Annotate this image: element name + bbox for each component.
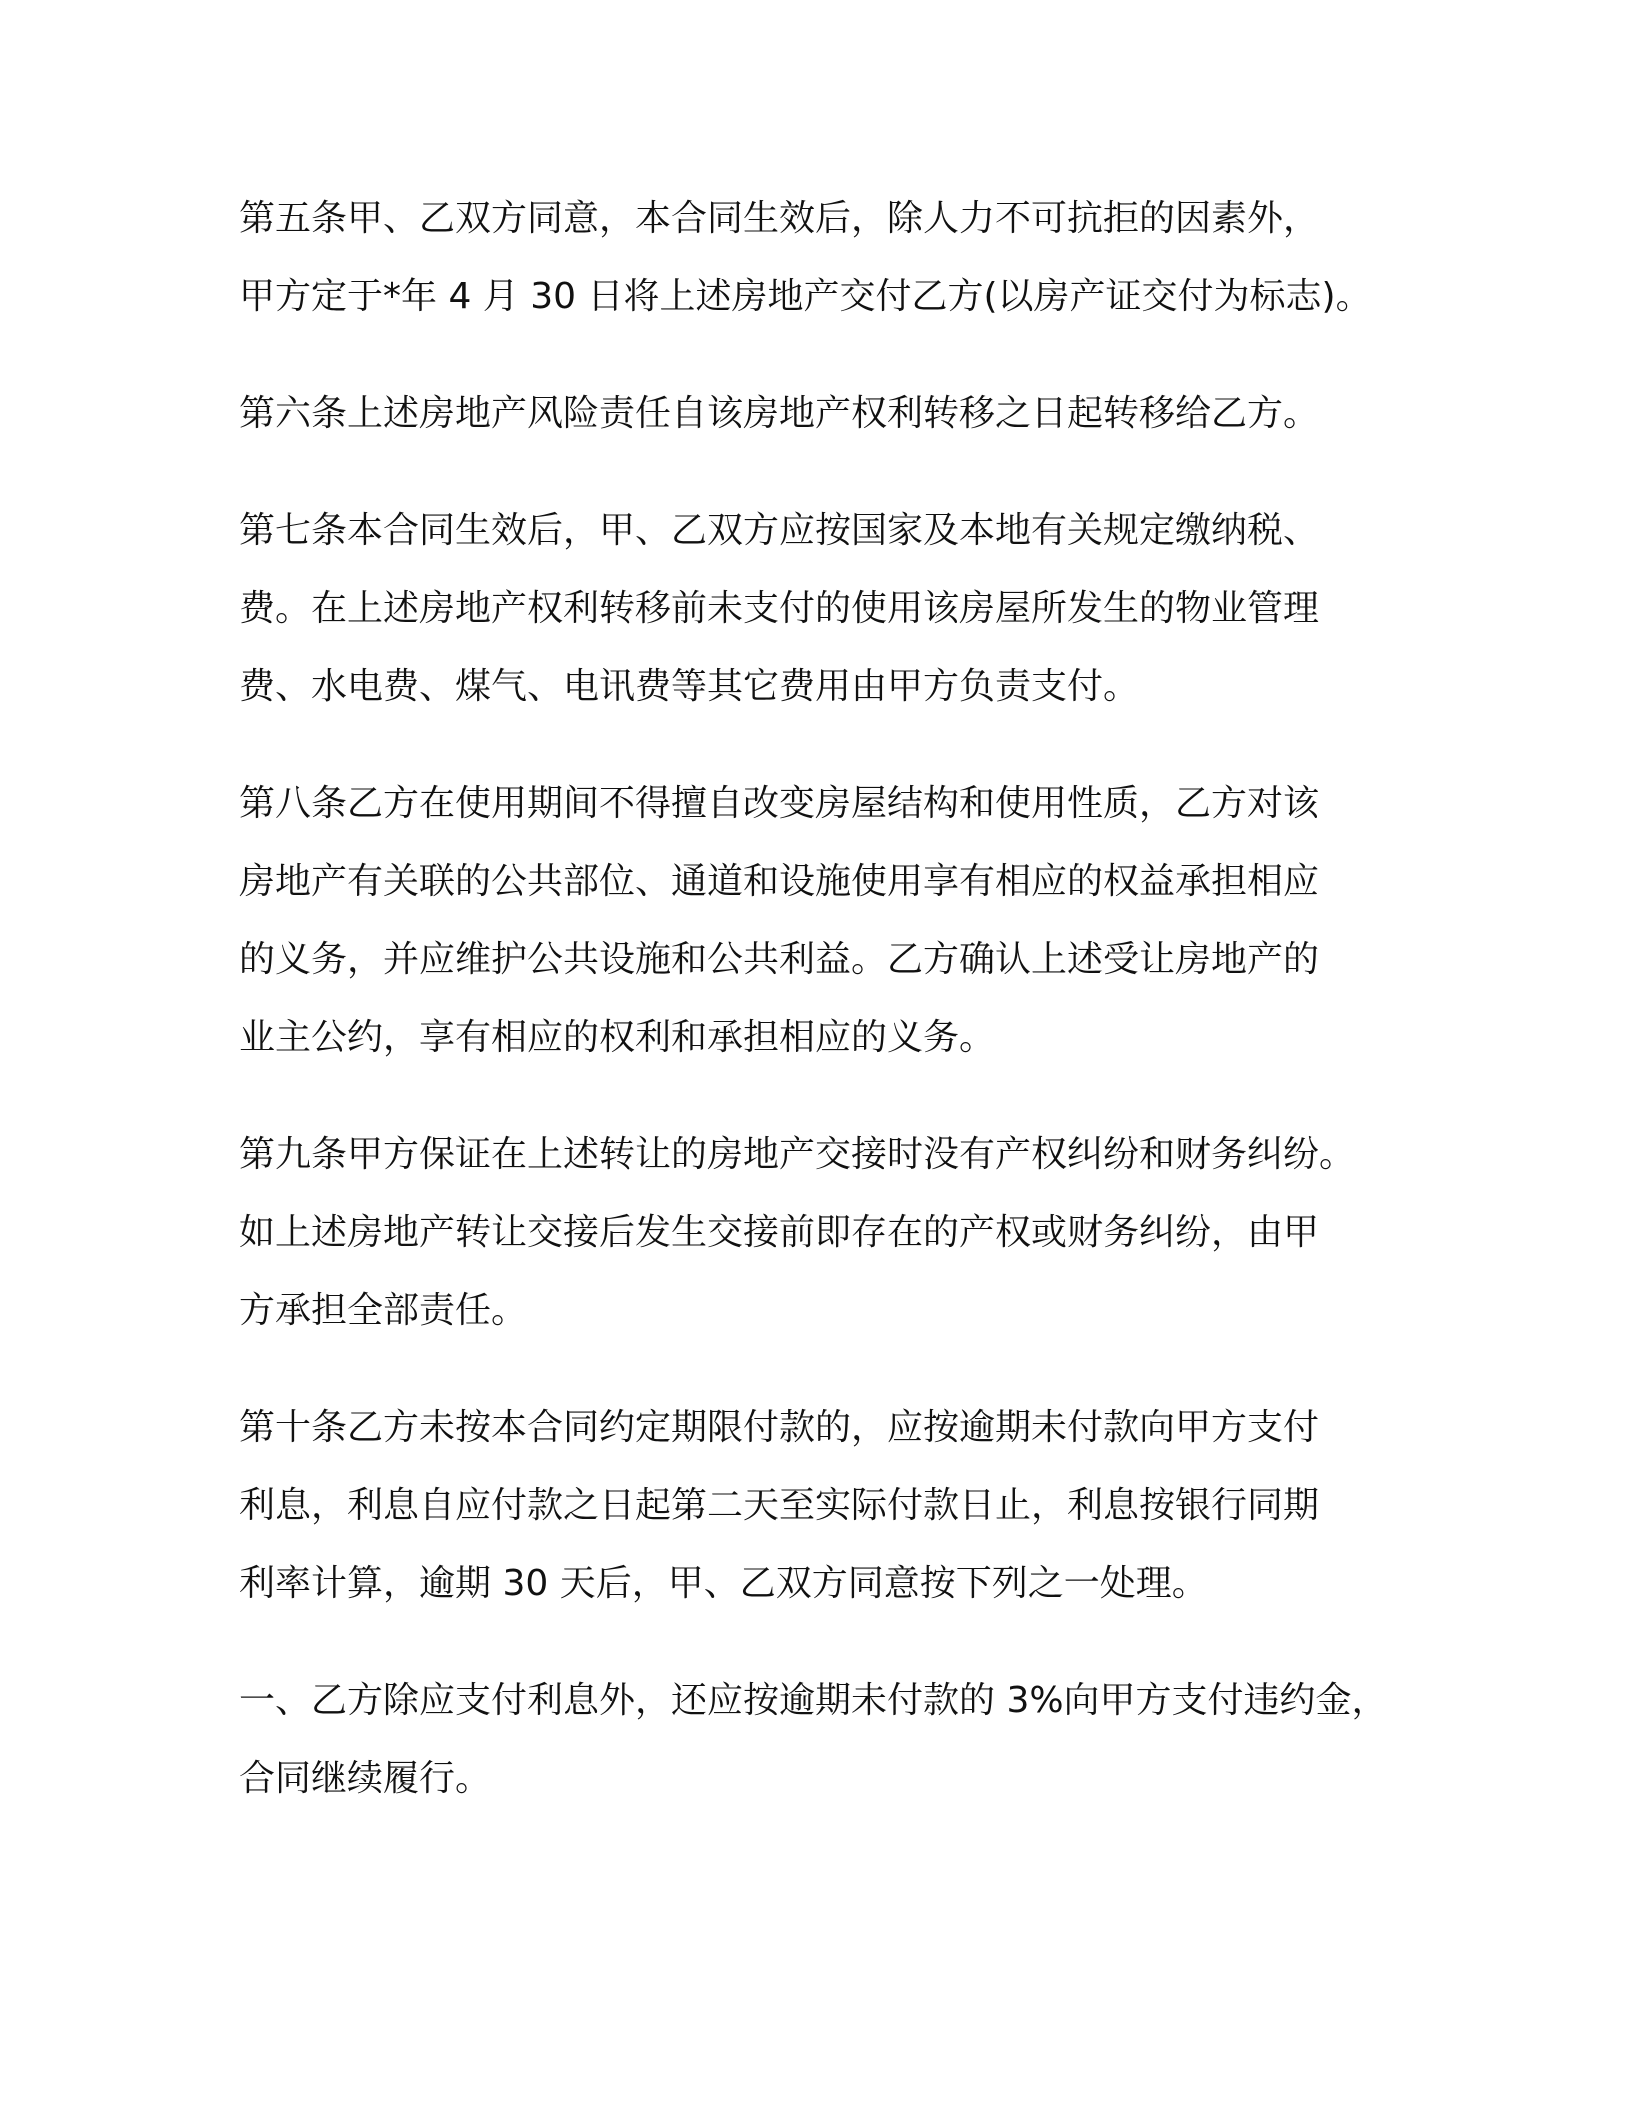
text-line: 第十条乙方未按本合同约定期限付款的，应按逾期未付款向甲方支付 (239, 1407, 1320, 1448)
text-line: 第五条甲、乙双方同意，本合同生效后，除人力不可抗拒的因素外， (239, 198, 1320, 239)
text-line: 方承担全部责任。 (239, 1290, 528, 1331)
clause-10-paragraph (239, 1397, 1399, 1631)
text-line: 甲方定于*年 4 月 30 日将上述房地产交付乙方(以房产证交付为标志)。 (239, 276, 1372, 317)
clause-7-paragraph (239, 500, 1399, 734)
text-line: 合同继续履行。 (239, 1758, 492, 1799)
text-line: 的义务，并应维护公共设施和公共利益。乙方确认上述受让房地产的 (239, 939, 1320, 980)
text-line: 一、乙方除应支付利息外，还应按逾期未付款的 3%向甲方支付违约金， (239, 1680, 1388, 1721)
text-line: 第九条甲方保证在上述转让的房地产交接时没有产权纠纷和财务纠纷。 (239, 1134, 1356, 1175)
text-line: 如上述房地产转让交接后发生交接前即存在的产权或财务纠纷，由甲 (239, 1212, 1320, 1253)
text-line: 费。在上述房地产权利转移前未支付的使用该房屋所发生的物业管理 (239, 588, 1320, 629)
option-one-paragraph (239, 1670, 1399, 1826)
text-line: 利率计算，逾期 30 天后，甲、乙双方同意按下列之一处理。 (239, 1563, 1208, 1604)
text-line: 第八条乙方在使用期间不得擅自改变房屋结构和使用性质，乙方对该 (239, 783, 1320, 824)
text-line: 第七条本合同生效后，甲、乙双方应按国家及本地有关规定缴纳税、 (239, 510, 1320, 551)
clause-8-paragraph (239, 773, 1399, 1085)
document-body (239, 188, 1399, 1865)
text-line: 房地产有关联的公共部位、通道和设施使用享有相应的权益承担相应 (239, 861, 1320, 902)
text-line: 费、水电费、煤气、电讯费等其它费用由甲方负责支付。 (239, 666, 1140, 707)
text-line: 第六条上述房地产风险责任自该房地产权利转移之日起转移给乙方。 (239, 393, 1320, 434)
text-line: 利息，利息自应付款之日起第二天至实际付款日止，利息按银行同期 (239, 1485, 1320, 1526)
clause-6-paragraph (239, 383, 1399, 461)
clause-5-paragraph (239, 188, 1399, 344)
clause-9-paragraph (239, 1124, 1399, 1358)
text-line: 业主公约，享有相应的权利和承担相应的义务。 (239, 1017, 996, 1058)
